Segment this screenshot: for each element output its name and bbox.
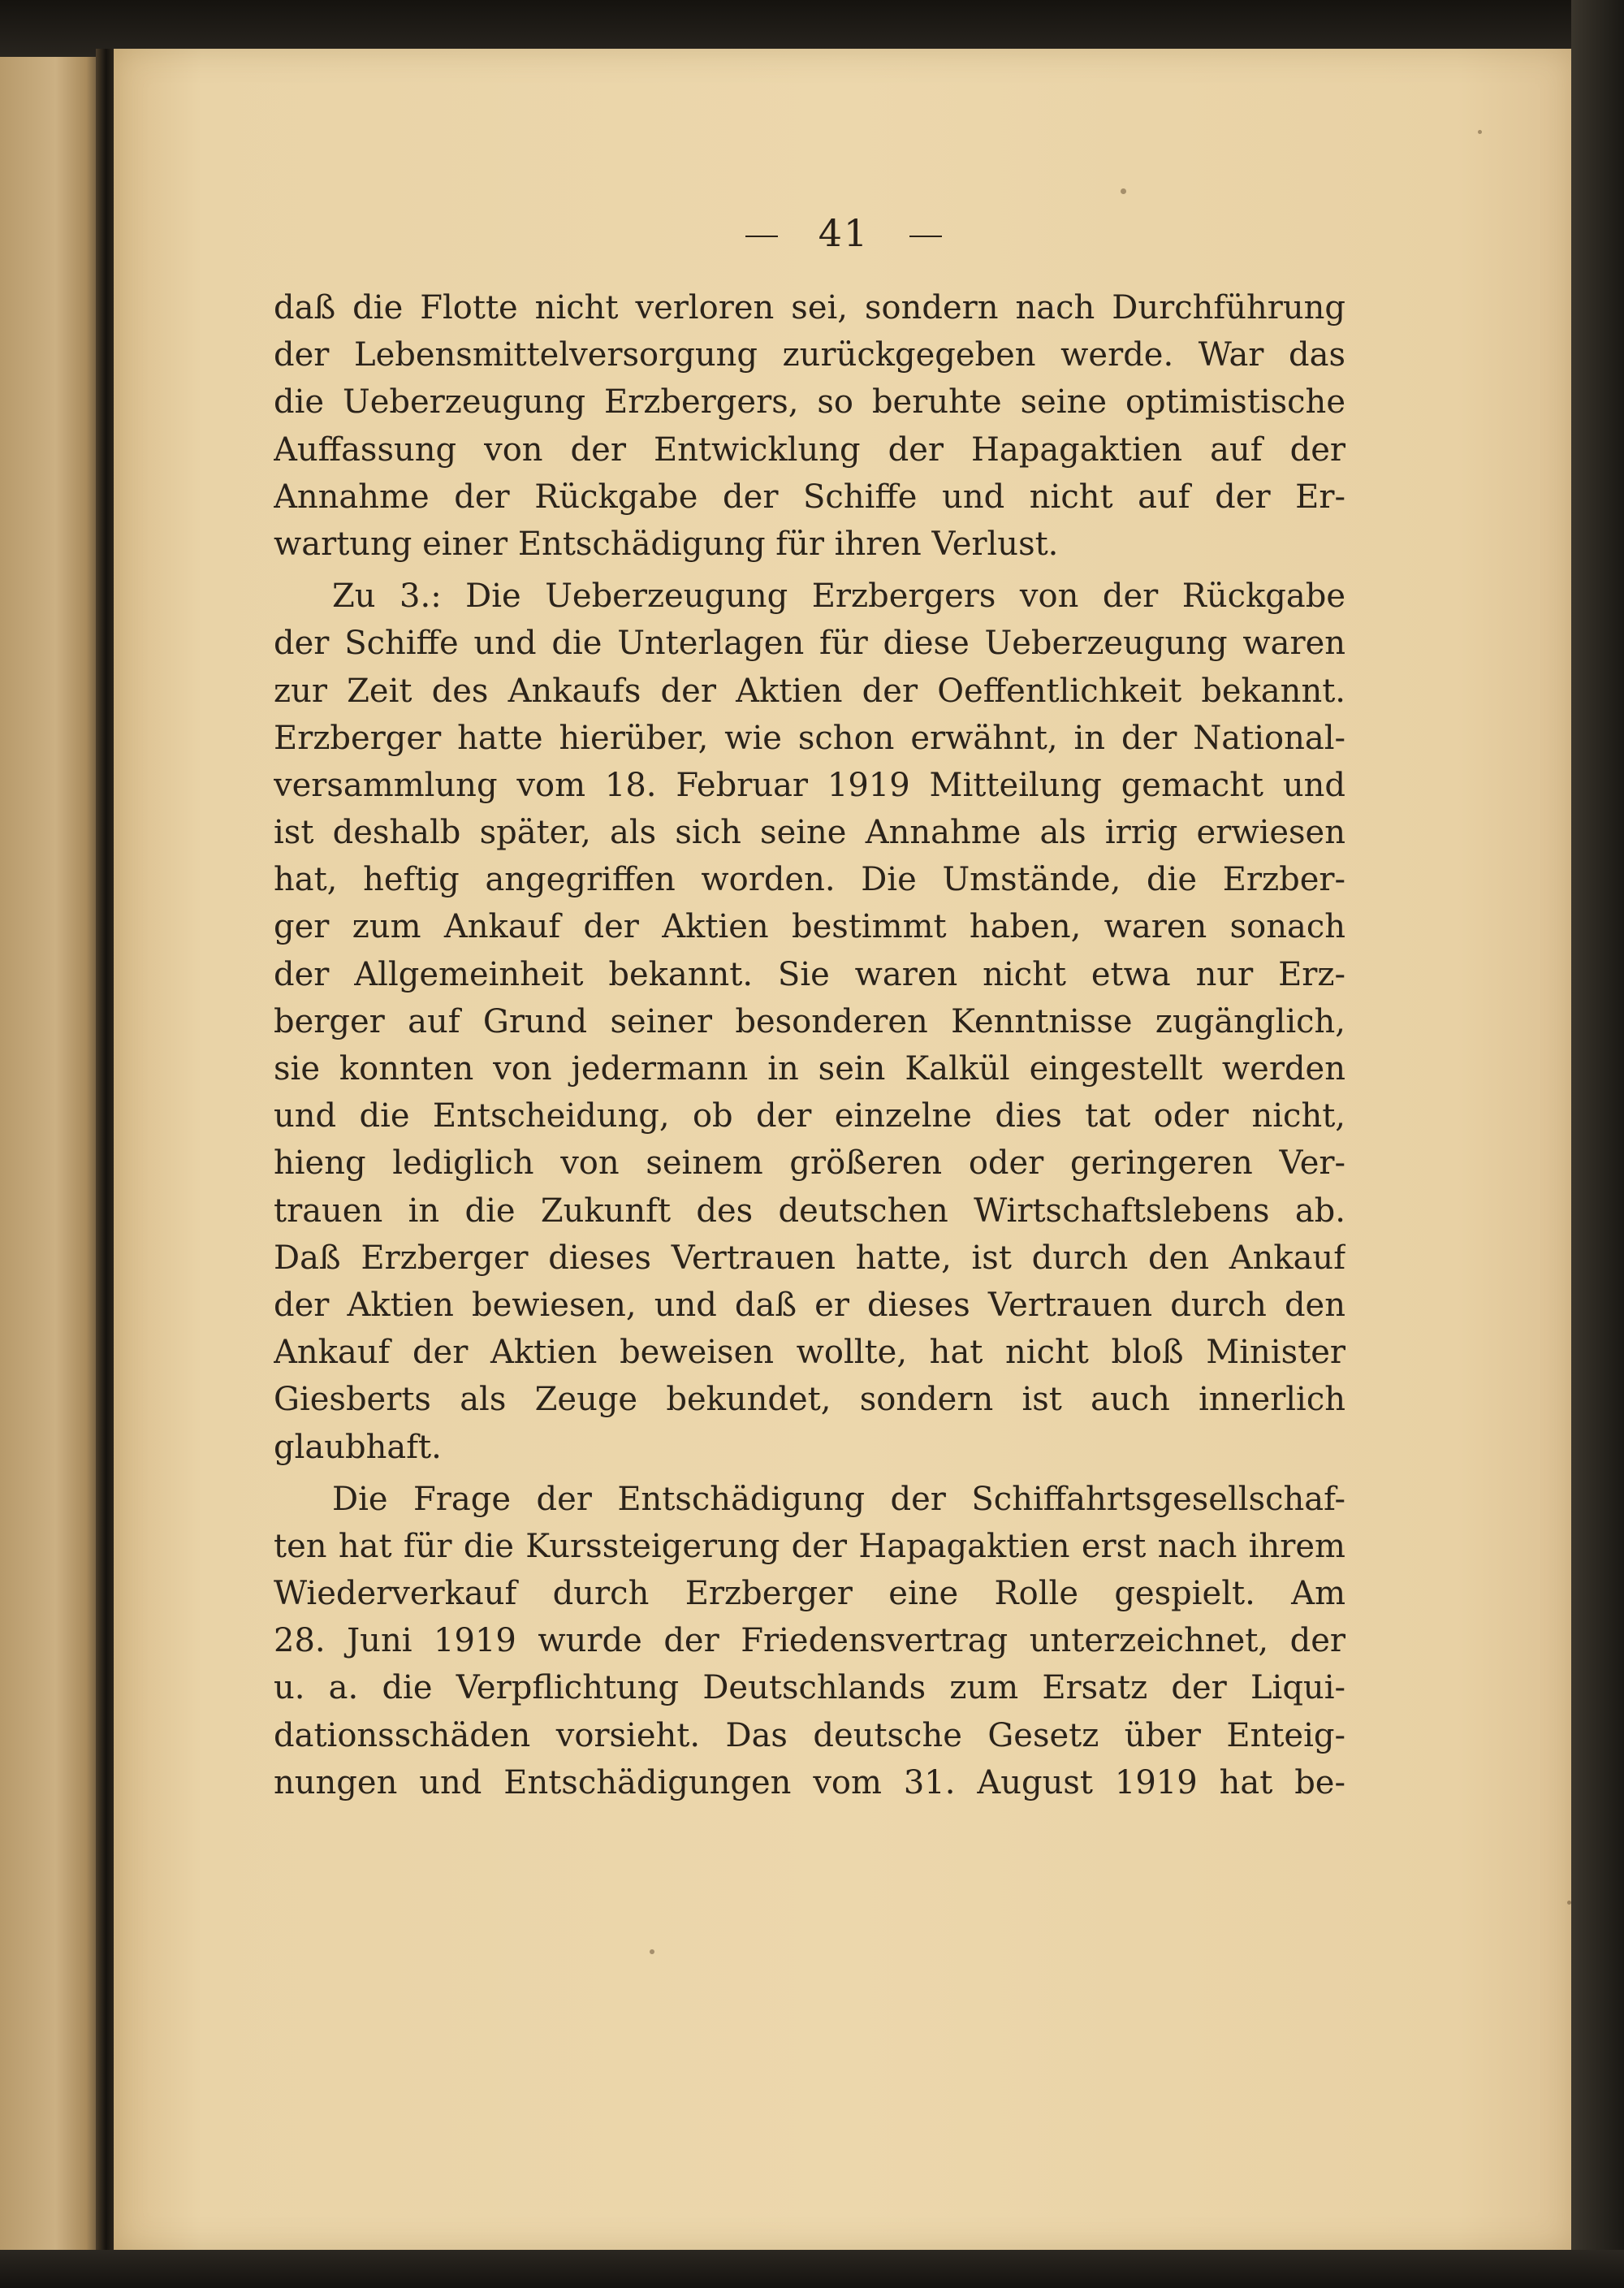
book-page [114,49,1574,2251]
text-line: und die Entscheidung, ob der einzelne dies tat oder nicht, [274,1097,1345,1135]
text-line: Zu 3.: Die Ueberzeugung Erzbergers von der Rückgabe [332,577,1345,616]
text-line: 28. Juni 1919 wurde der Friedensvertrag unterzeichnet, der [274,1622,1345,1660]
text-line: ger zum Ankauf der Aktien bestimmt haben, waren sonach [274,908,1345,946]
text-line: hat, heftig angegriffen worden. Die Umstände, die Erzber- [274,861,1345,899]
scanner-frame-right [1571,0,1624,2288]
text-line: der Aktien bewiesen, und daß er dieses Vertrauen durch den [274,1286,1345,1324]
text-line: Daß Erzberger dieses Vertrauen hatte, ist durch den Ankauf [274,1239,1345,1277]
text-line: der Lebensmittelversorgung zurückgegeben werde. War das [274,336,1345,374]
facing-page-edge [0,57,102,2250]
body-text [274,284,1345,1806]
dash-left [745,236,778,237]
text-line: ten hat für die Kurssteigerung der Hapagaktien erst nach ihrem [274,1527,1345,1565]
paper-speck [1478,130,1482,134]
text-line: daß die Flotte nicht verloren sei, sondern nach Durchführung [274,289,1345,327]
text-line: versammlung vom 18. Februar 1919 Mitteilung gemacht und [274,766,1345,804]
paragraph-3 [274,1476,1345,1806]
paper-speck [650,1949,654,1954]
scanner-frame-bottom [0,2250,1624,2288]
text-line: hieng lediglich von seinem größeren oder geringeren Ver- [274,1144,1345,1183]
paper-speck [1121,188,1126,194]
text-line: Wiederverkauf durch Erzberger eine Rolle gespielt. Am [274,1575,1345,1613]
text-line: u. a. die Verpflichtung Deutschlands zum Ersatz der Liqui- [274,1669,1345,1707]
text-line: der Schiffe und die Unterlagen für diese Ueberzeugung waren [274,625,1345,663]
page-number: 41 [818,211,870,255]
page-number-header [114,211,1574,255]
text-line: dationsschäden vorsieht. Das deutsche Gesetz über Enteig- [274,1716,1345,1754]
text-line: trauen in die Zukunft des deutschen Wirtschaftslebens ab. [274,1192,1345,1230]
text-line: berger auf Grund seiner besonderen Kenntnisse zugänglich, [274,1002,1345,1040]
text-line: sie konnten von jedermann in sein Kalkül eingestellt werden [274,1050,1345,1088]
text-line: wartung einer Entschädigung für ihren Verlust. [274,525,1059,563]
text-line: Annahme der Rückgabe der Schiffe und nicht auf der Er- [274,478,1345,516]
text-line: Erzberger hatte hierüber, wie schon erwähnt, in der National- [274,719,1345,757]
paragraph-2 [274,573,1345,1471]
text-line: Ankauf der Aktien beweisen wollte, hat nicht bloß Minister [274,1334,1345,1372]
text-line: Auffassung von der Entwicklung der Hapagaktien auf der [274,430,1345,469]
text-line: nungen und Entschädigungen vom 31. August 1919 hat be- [274,1763,1345,1801]
text-line: Giesberts als Zeuge bekundet, sondern ist auch innerlich [274,1381,1345,1419]
text-line: die Ueberzeugung Erzbergers, so beruhte seine optimistische [274,383,1345,422]
text-line: der Allgemeinheit bekannt. Sie waren nicht etwa nur Erz- [274,955,1345,993]
text-line: ist deshalb später, als sich seine Annahme als irrig erwiesen [274,814,1345,852]
text-line: zur Zeit des Ankaufs der Aktien der Oeffentlichkeit bekannt. [274,672,1345,710]
paragraph-1 [274,284,1345,568]
text-line: glaubhaft. [274,1428,442,1466]
text-line: Die Frage der Entschädigung der Schiffahrtsgesellschaf- [332,1480,1345,1518]
dash-right [909,236,942,237]
